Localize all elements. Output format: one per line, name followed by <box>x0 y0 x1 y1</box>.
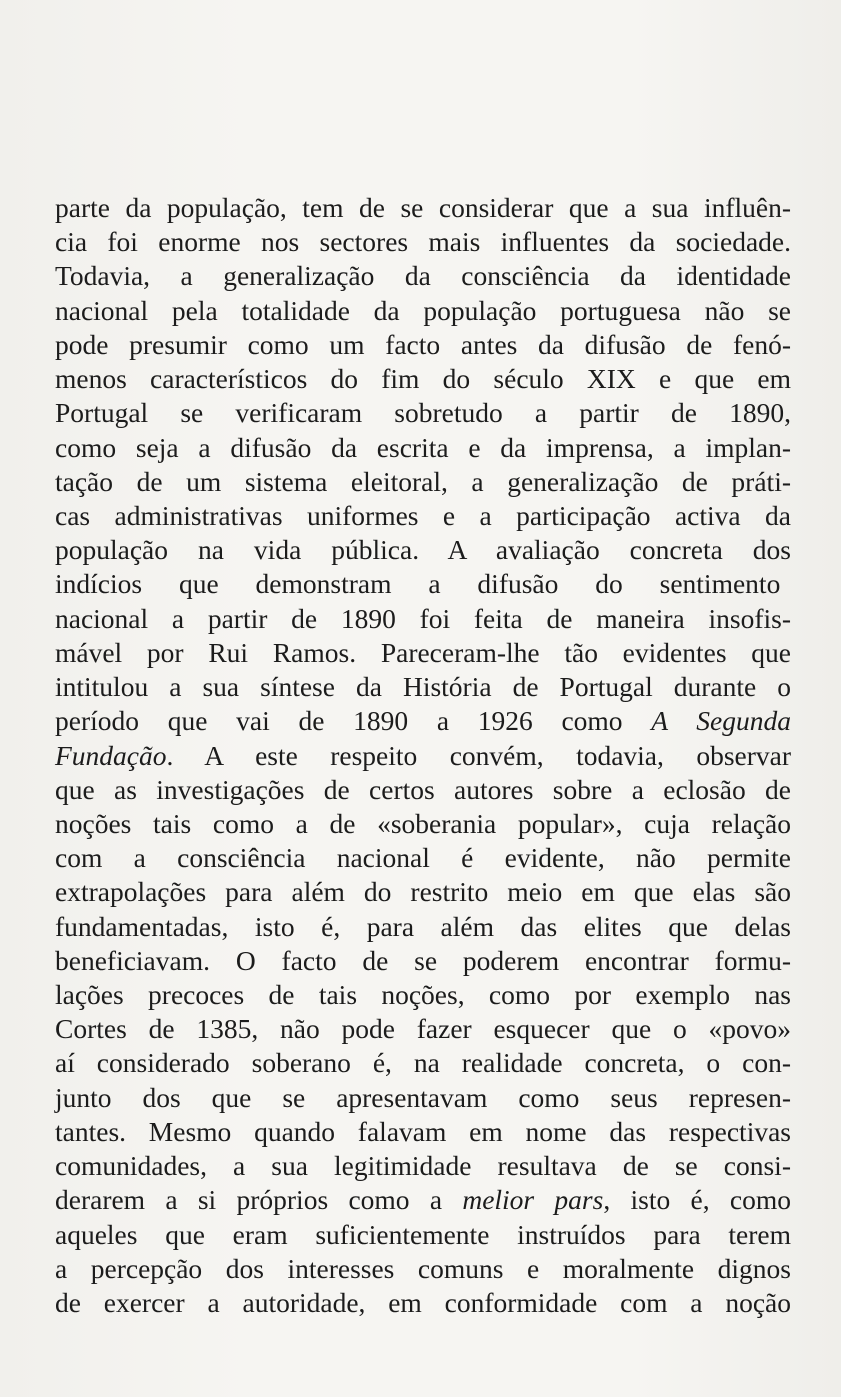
text-line: aqueles que eram suficientemente instruídos para terem <box>55 1218 791 1250</box>
text-line: com a consciência nacional é evidente, não permite <box>55 842 791 874</box>
text-line: aí considerado soberano é, na realidade concreta, o con- <box>55 1047 791 1079</box>
text-line: intitulou a sua síntese da História de Portugal durante o <box>55 671 791 703</box>
text-line: beneficiavam. O facto de se poderem encontrar formu- <box>55 944 791 976</box>
text-line: período que vai de 1890 a 1926 como A Segunda <box>55 705 791 737</box>
text-line: tação de um sistema eleitoral, a generalização de práti- <box>55 465 791 497</box>
text-line: derarem a si próprios como a melior pars, isto é, como <box>55 1184 791 1216</box>
text-line: de exercer a autoridade, em conformidade com a noção <box>55 1287 791 1318</box>
text-line: Fundação. A este respeito convém, todavia, observar <box>55 739 791 771</box>
book-title-italic: A Segunda <box>651 705 791 737</box>
text-line: junto dos que se apresentavam como seus represen- <box>55 1081 791 1113</box>
text-line: Cortes de 1385, não pode fazer esquecer que o «povo» <box>55 1013 791 1045</box>
latin-term-italic: melior pars <box>462 1184 604 1216</box>
text-line: parte da população, tem de se considerar que a sua influên- <box>55 192 791 223</box>
text-line: fundamentadas, isto é, para além das elites que delas <box>55 910 791 942</box>
text-line: que as investigações de certos autores sobre a eclosão de <box>55 773 791 805</box>
text-line: indícios que demonstram a difusão do sentimento <box>55 568 781 600</box>
text-line: comunidades, a sua legitimidade resultava de se consi- <box>55 1150 791 1182</box>
body-text <box>55 191 791 1320</box>
text-line: cia foi enorme nos sectores mais influentes da sociedade. <box>55 226 791 258</box>
text-line: menos característicos do fim do século XIX e que em <box>55 363 791 395</box>
text-line: extrapolações para além do restrito meio em que elas são <box>55 876 791 908</box>
text-line: a percepção dos interesses comuns e moralmente dignos <box>55 1252 791 1284</box>
text-line: Portugal se verificaram sobretudo a partir de 1890, <box>55 397 791 429</box>
text-line: lações precoces de tais noções, como por exemplo nas <box>55 979 791 1011</box>
text-line: nacional pela totalidade da população portuguesa não se <box>55 294 791 326</box>
text-line: nacional a partir de 1890 foi feita de maneira insofis- <box>55 602 791 634</box>
text-line: noções tais como a de «soberania popular», cuja relação <box>55 807 791 839</box>
text-line: pode presumir como um facto antes da difusão de fenó- <box>55 328 791 360</box>
text-line: Todavia, a generalização da consciência da identidade <box>55 260 791 292</box>
text-line: tantes. Mesmo quando falavam em nome das respectivas <box>55 1115 791 1147</box>
book-title-italic: Fundação <box>55 739 167 771</box>
text-line: cas administrativas uniformes e a participação activa da <box>55 499 791 531</box>
text-line: como seja a difusão da escrita e da imprensa, a implan- <box>55 431 791 463</box>
text-line: mável por Rui Ramos. Pareceram-lhe tão evidentes que <box>55 636 791 668</box>
text-line: população na vida pública. A avaliação concreta dos <box>55 534 791 566</box>
